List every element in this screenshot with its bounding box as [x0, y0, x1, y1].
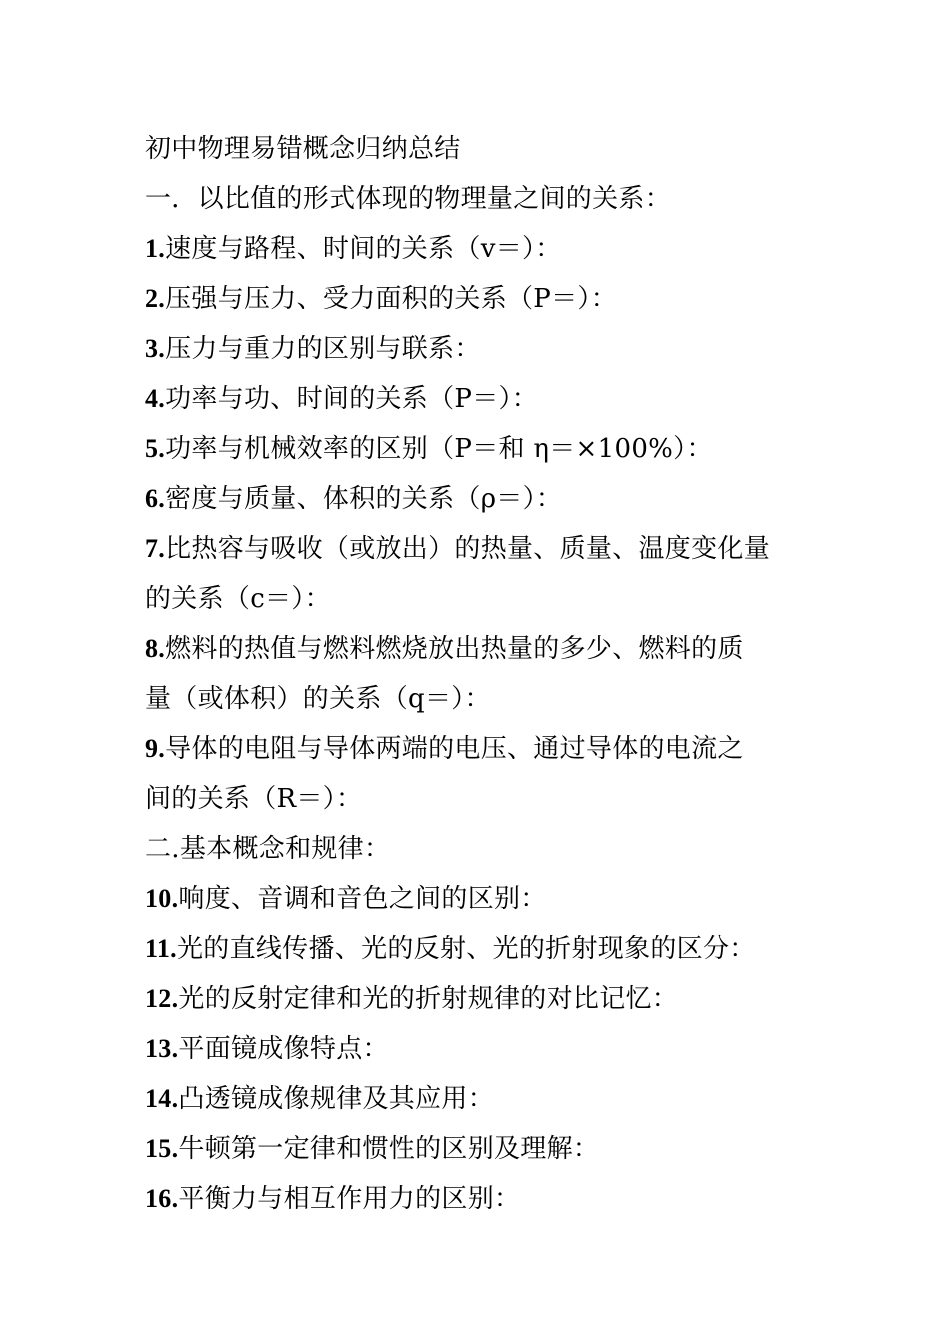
- document-body: [145, 124, 825, 1224]
- item-text: 速度与路程、时间的关系（v＝）：: [165, 234, 562, 264]
- list-item-9-continuation: 间的关系（R＝）：: [145, 784, 363, 814]
- item-text: 平面镜成像特点：: [178, 1034, 389, 1064]
- section-heading-1: 一．以比值的形式体现的物理量之间的关系：: [145, 184, 672, 214]
- item-number: 4.: [145, 384, 166, 413]
- item-number: 2.: [145, 284, 166, 313]
- item-number: 11.: [145, 934, 177, 963]
- list-item-11: [145, 924, 825, 974]
- list-item-15: [145, 1124, 825, 1174]
- item-text: 功率与机械效率的区别（P＝和 η＝×100%）：: [165, 434, 713, 464]
- item-text: 燃料的热值与燃料燃烧放出热量的多少、燃料的质: [165, 634, 744, 664]
- item-text: 比热容与吸收（或放出）的热量、质量、温度变化量: [165, 534, 771, 564]
- item-text: 光的直线传播、光的反射、光的折射现象的区分：: [176, 934, 756, 964]
- list-item-14: [145, 1074, 825, 1124]
- item-number: 6.: [145, 484, 166, 513]
- item-number: 15.: [145, 1134, 179, 1163]
- item-text: 密度与质量、体积的关系（ρ＝）：: [165, 484, 563, 514]
- item-text: 功率与功、时间的关系（P＝）：: [165, 384, 539, 414]
- list-item-7-continuation: 的关系（c＝）：: [145, 584, 331, 614]
- item-number: 3.: [145, 334, 166, 363]
- list-item-2: [145, 274, 825, 324]
- item-number: 9.: [145, 734, 166, 763]
- list-item-5: [145, 424, 825, 474]
- item-number: 5.: [145, 434, 166, 463]
- item-text: 响度、音调和音色之间的区别：: [178, 884, 547, 914]
- list-item-9: [145, 724, 825, 774]
- list-item-12: [145, 974, 825, 1024]
- item-number: 10.: [145, 884, 179, 913]
- list-item-10: [145, 874, 825, 924]
- item-number: 16.: [145, 1184, 179, 1213]
- list-item-4: [145, 374, 825, 424]
- item-text: 平衡力与相互作用力的区别：: [178, 1184, 521, 1214]
- list-item-3: [145, 324, 825, 374]
- item-number: 12.: [145, 984, 179, 1013]
- item-number: 14.: [145, 1084, 179, 1113]
- item-number: 1.: [145, 234, 166, 263]
- list-item-1: [145, 224, 825, 274]
- section-heading-2: 二.基本概念和规律：: [145, 834, 391, 864]
- list-item-8-continuation: 量（或体积）的关系（q＝）：: [145, 684, 491, 714]
- item-text: 凸透镜成像规律及其应用：: [178, 1084, 495, 1114]
- item-number: 13.: [145, 1034, 179, 1063]
- list-item-13: [145, 1024, 825, 1074]
- item-number: 8.: [145, 634, 166, 663]
- item-text: 导体的电阻与导体两端的电压、通过导体的电流之: [165, 734, 744, 764]
- item-number: 7.: [145, 534, 166, 563]
- list-item-6: [145, 474, 825, 524]
- item-text: 压强与压力、受力面积的关系（P＝）：: [165, 284, 618, 314]
- item-text: 光的反射定律和光的折射规律的对比记忆：: [178, 984, 679, 1014]
- item-text: 牛顿第一定律和惯性的区别及理解：: [178, 1134, 600, 1164]
- list-item-8: [145, 624, 825, 674]
- list-item-16: [145, 1174, 825, 1224]
- list-item-7: [145, 524, 825, 574]
- item-text: 压力与重力的区别与联系：: [165, 334, 481, 364]
- document-title: 初中物理易错概念归纳总结: [145, 134, 461, 164]
